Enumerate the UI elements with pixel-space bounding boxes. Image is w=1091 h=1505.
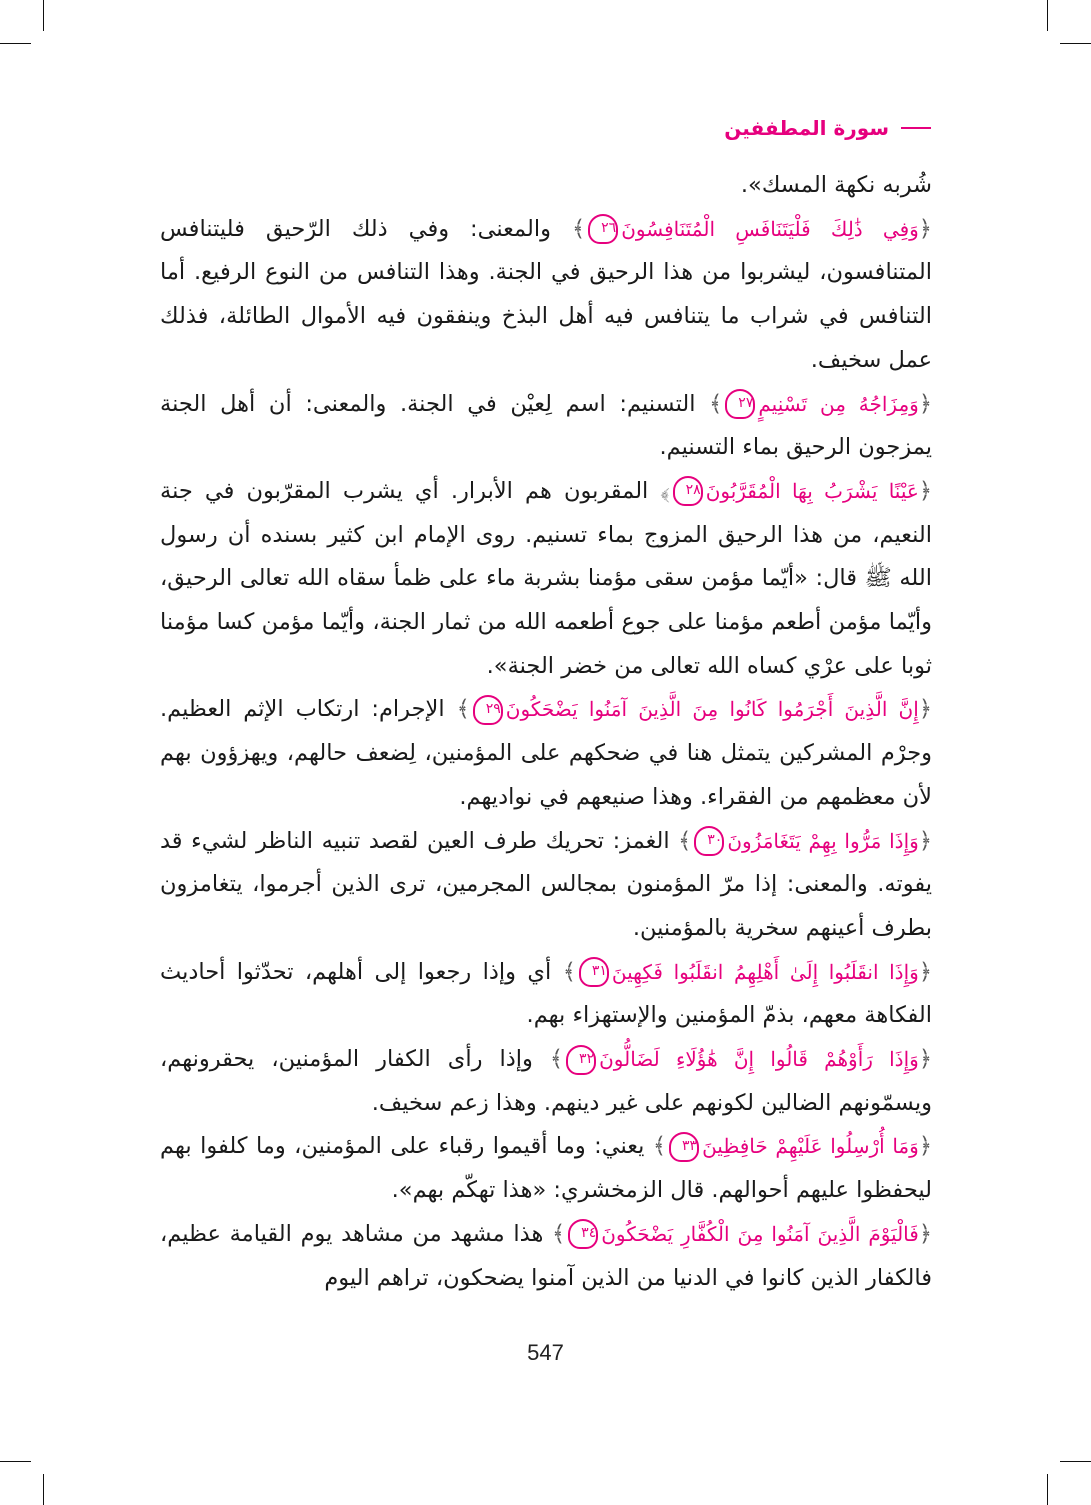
paragraph-text: الغمز: تحريك طرف العين لقصد تنبيه الناظر لشيء قد يفوته. والمعنى: إذا مرّ المؤمنون بمجالس المجرمين، ترى الذين أجرموا، يتغامزون بطرف أعينهم سخرية بالمؤمنين. [160, 827, 932, 941]
ayah-number-medallion: ٢٦ [588, 214, 618, 244]
quran-verse: وَفِي ذَٰلِكَ فَلْيَتَنَافَسِ الْمُتَنَافِسُونَ [621, 216, 919, 241]
quran-verse: وَمِزَاجُهُ مِن تَسْنِيمٍ [758, 391, 919, 416]
paragraph [160, 383, 932, 470]
quran-verse: وَإِذَا انقَلَبُوا إِلَىٰ أَهْلِهِمُ انقَلَبُوا فَكِهِينَ [611, 959, 919, 984]
ayah-number-medallion: ٣٠ [694, 826, 724, 856]
ornate-bracket-open: ﴿ [918, 390, 933, 417]
ayah-number-medallion: ٣٤ [568, 1219, 598, 1249]
crop-mark-top-left-h [0, 43, 31, 44]
page-number: 547 [527, 1340, 564, 1365]
ayah-number-medallion: ٣٣ [669, 1132, 699, 1162]
paragraph-text: وإذا رأى الكفار المؤمنين، يحقرونهم، ويسمّونهم الضالين لكونهم على غير دينهم. وهذا زعم سخيف. [160, 1046, 932, 1116]
quran-verse: عَيْنًا يَشْرَبُ بِهَا الْمُقَرَّبُونَ [705, 478, 919, 503]
paragraph-text: والمعنى: وفي ذلك الرّحيق فليتنافس المتنافسون، ليشربوا من هذا الرحيق في الجنة. وهذا التنافس من النوع الرفيع. أما التنافس في شراب ما يتنافس فيه أهل البذخ وينفقون فيه الأموال الطائلة، فذلك عمل سخيف. [160, 215, 932, 373]
ornate-bracket-open: ﴿ [918, 696, 932, 723]
crop-mark-top-right-v [1047, 0, 1048, 31]
paragraph-text: التسنيم: اسم لِعيْن في الجنة. والمعنى: أن أهل الجنة يمزجون الرحيق بماء التسنيم. [160, 390, 932, 461]
paragraph-text: أي وإذا رجعوا إلى أهلهم، تحدّثوا أحاديث الفكاهة معهم، بذمّ المؤمنين والإستهزاء بهم. [160, 958, 932, 1029]
paragraph [160, 1038, 932, 1125]
quran-verse: وَمَا أُرْسِلُوا عَلَيْهِمْ حَافِظِينَ [702, 1134, 919, 1159]
paragraph [160, 1125, 932, 1212]
ornate-bracket-close: ﴾ [678, 827, 692, 854]
paragraph [160, 164, 932, 208]
ayah-number-medallion: ٢٩ [473, 695, 503, 725]
ornate-bracket-open: ﴿ [918, 1133, 932, 1160]
ornate-bracket-close: ﴾ [652, 1133, 667, 1160]
running-header [631, 108, 931, 148]
paragraph-text: هذا مشهد من مشاهد يوم القيامة عظيم، فالكفار الذين كانوا في الدنيا من الذين آمنوا يضحكون، تراهم اليوم [160, 1220, 932, 1291]
ornate-bracket-open: ﴿ [918, 958, 932, 985]
surah-title: سورة المطففين [724, 116, 889, 140]
paragraph-text: يعني: وما أقيموا رقباء على المؤمنين، وما كلفوا بهم ليحفظوا عليهم أحوالهم. قال الزمخشري: «هذا تهكّم بهم». [160, 1133, 932, 1204]
ornate-bracket-close: ﴾ [562, 958, 576, 985]
crop-mark-top-right-h [1060, 43, 1091, 44]
paragraph [160, 688, 932, 819]
ornate-bracket-close: ﴾ [709, 390, 723, 417]
paragraph-text: المقربون هم الأبرار. أي يشرب المقرّبون في جنة النعيم، من هذا الرحيق المزوج بماء تسنيم. روى الإمام ابن كثير بسنده أن رسول الله ﷺ قال: «أيّما مؤمن سقى مؤمنا بشربة ماء على ظمأ سقاه الله تعالى الرحيق، وأيّما مؤمن أطعم مؤمنا على جوع أطعمه الله من ثمار الجنة، وأيّما مؤمن كسا مؤمنا ثوبا على عرْي كساه الله تعالى من خضر الجنة». [160, 477, 932, 679]
ornate-bracket-close: ﴾ [549, 1046, 564, 1073]
ornate-bracket-open: ﴿ [918, 827, 932, 854]
ayah-number-medallion: ٣١ [579, 957, 609, 987]
paragraph [160, 951, 932, 1038]
ornate-bracket-close: ﴾ [572, 215, 586, 242]
quran-verse: وَإِذَا رَأَوْهُمْ قَالُوا إِنَّ هَٰؤُلَاءِ لَضَالُّونَ [599, 1047, 919, 1072]
ayah-number-medallion: ٢٧ [725, 389, 755, 419]
ornate-bracket-close: ﴾ [552, 1220, 566, 1247]
paragraph [160, 820, 932, 951]
quran-verse: وَإِذَا مَرُّوا بِهِمْ يَتَغَامَزُونَ [727, 828, 919, 853]
paragraph-text: شُربه نكهة المسك». [740, 172, 932, 198]
ornate-bracket-open: ﴿ [918, 1220, 933, 1247]
paragraph [160, 470, 932, 689]
quran-verse: إِنَّ الَّذِينَ أَجْرَمُوا كَانُوا مِنَ الَّذِينَ آمَنُوا يَضْحَكُونَ [505, 697, 919, 722]
crop-mark-bottom-left-v [43, 1474, 44, 1505]
paragraph [160, 1213, 932, 1300]
crop-mark-bottom-left-h [0, 1461, 31, 1462]
crop-mark-bottom-right-v [1047, 1474, 1048, 1505]
header-rule [901, 127, 931, 129]
quran-verse: فَالْيَوْمَ الَّذِينَ آمَنُوا مِنَ الْكُفَّارِ يَضْحَكُونَ [601, 1221, 919, 1246]
crop-mark-bottom-right-h [1060, 1461, 1091, 1462]
crop-mark-top-left-v [43, 0, 44, 31]
paragraph [160, 208, 932, 383]
ornate-bracket-open: ﴿ [918, 1046, 932, 1073]
paragraph-text: الإجرام: ارتكاب الإثم العظيم. وجرْم المشركين يتمثل هنا في ضحكهم على المؤمنين، لِضعف حالهم، ويهزؤون بهم لأن معظمهم من الفقراء. وهذا صنيعهم في نواديهم. [160, 696, 932, 810]
page-body [160, 164, 932, 1300]
ornate-bracket-close: ﴾ [456, 696, 470, 723]
ornate-bracket-open: ﴿ [918, 477, 933, 504]
ornate-bracket-open: ﴿ [918, 215, 932, 242]
ornate-bracket-close: ﴾ [660, 477, 670, 504]
ayah-number-medallion: ٢٨ [673, 476, 703, 506]
ayah-number-medallion: ٣٢ [566, 1045, 596, 1075]
